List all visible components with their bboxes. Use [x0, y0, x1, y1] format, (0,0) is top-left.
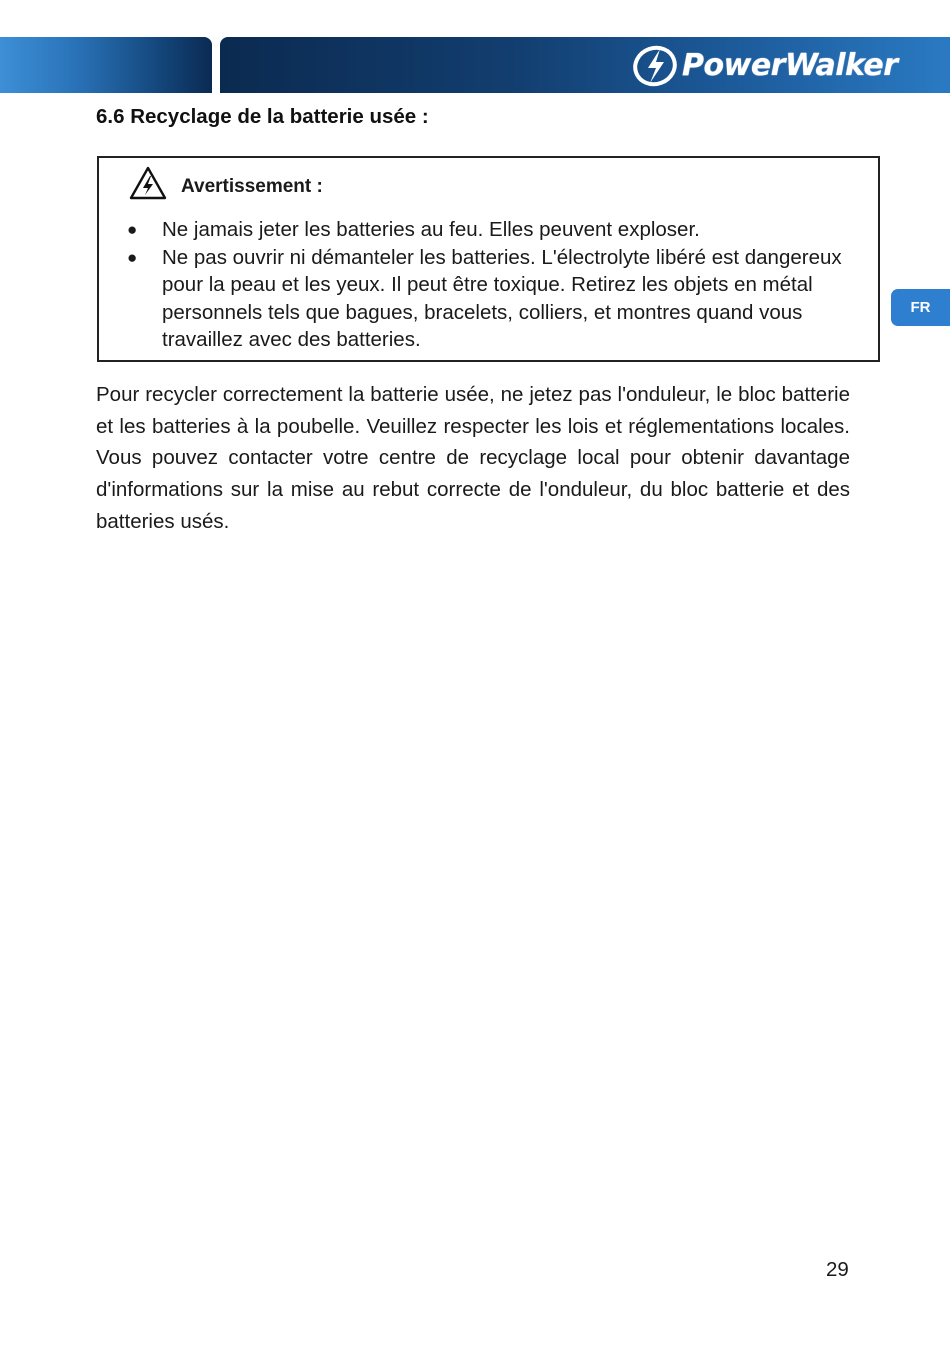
- header-band: [0, 37, 950, 93]
- warning-header: [129, 166, 323, 200]
- body-paragraph: Pour recycler correctement la batterie usée, ne jetez pas l'onduleur, le bloc batterie et les batteries à la poubelle. Veuillez respecter les lois et réglementations locales. Vous pouvez contacter votre centre de recyclage local pour obtenir davantage d'informations sur la mise au rebut correcte de l'onduleur, du bloc batterie et des batteries usés.: [96, 383, 850, 533]
- list-item: [127, 244, 867, 354]
- warning-item-text: Ne jamais jeter les batteries au feu. Elles peuvent exploser.: [162, 218, 700, 241]
- header-band-left: [0, 37, 212, 93]
- language-tab: FR: [891, 289, 950, 326]
- brand-name: PowerWalker: [682, 47, 898, 83]
- warning-list: [127, 216, 867, 354]
- powerwalker-logo-icon: [630, 41, 680, 89]
- warning-title: Avertissement :: [181, 176, 323, 197]
- warning-item-text: Ne pas ouvrir ni démanteler les batteries. L'électrolyte libéré est dangereux pour la peau et les yeux. Il peut être toxique. Retirez les objets en métal personnels tels que bagues, bracelets, colliers, et montres quand vous travaillez avec des batteries.: [162, 245, 842, 351]
- warning-box: [97, 156, 880, 362]
- high-voltage-warning-icon: [129, 166, 167, 200]
- list-item: [127, 216, 867, 244]
- bullet: ●: [127, 247, 138, 267]
- bullet: ●: [127, 220, 138, 239]
- brand-logo: [630, 41, 940, 89]
- section-title: 6.6 Recyclage de la batterie usée :: [96, 105, 429, 128]
- page-number: 29: [826, 1258, 849, 1281]
